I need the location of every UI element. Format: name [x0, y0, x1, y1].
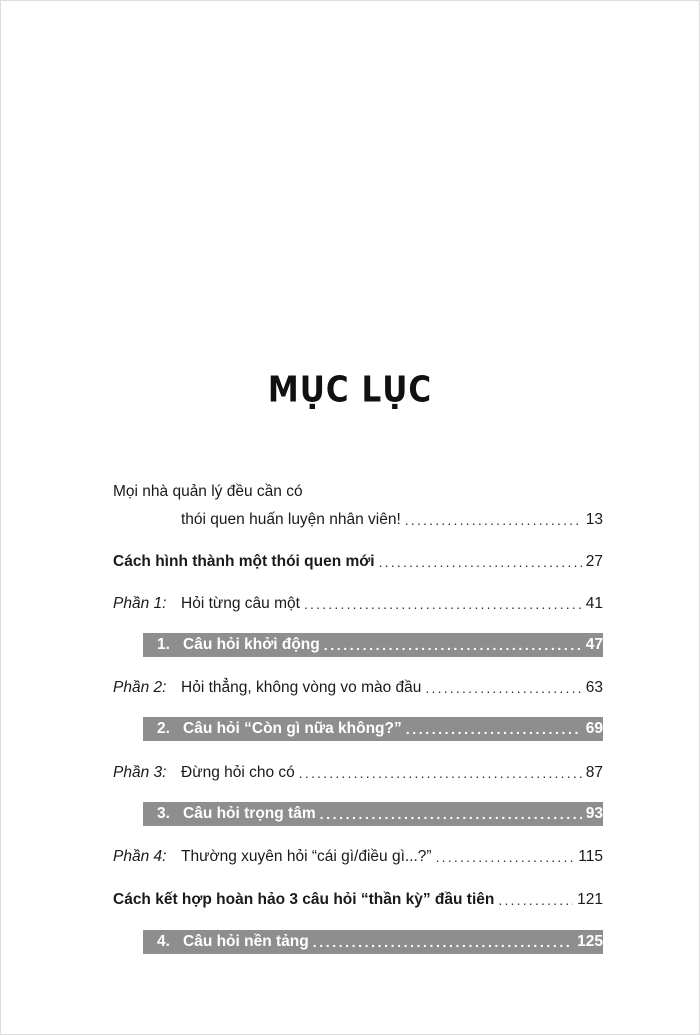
toc-entry-question [143, 802, 603, 826]
leader-dots [324, 635, 582, 655]
leader-dots [436, 847, 575, 867]
toc-part-label: Phần 1: [113, 595, 167, 612]
toc-entry-label: Đừng hỏi cho có [181, 764, 295, 781]
toc-page-number: 63 [585, 679, 603, 696]
toc-page-number: 125 [577, 933, 603, 950]
toc-entry-question [143, 930, 603, 954]
leader-dots [299, 763, 582, 783]
toc-page-number: 41 [585, 595, 603, 612]
toc-question-number: 4. [157, 933, 170, 950]
toc-entry-section [113, 886, 603, 910]
toc-entry-section [113, 548, 603, 572]
toc-entry-label: thói quen huấn luyện nhân viên! [181, 511, 401, 528]
toc-page-number: 47 [585, 636, 603, 653]
toc-page-number: 27 [585, 553, 603, 570]
toc-entry-label: Thường xuyên hỏi “cái gì/điều gì...?” [181, 848, 432, 865]
toc-entry-label: Hỏi thẳng, không vòng vo mào đầu [181, 679, 422, 696]
toc-entry-part [113, 590, 603, 614]
toc-part-label: Phần 3: [113, 764, 167, 781]
toc-part-label: Phần 4: [113, 848, 167, 865]
leader-dots [313, 932, 573, 952]
toc-page-number: 93 [585, 805, 603, 822]
toc-entry-part [113, 759, 603, 783]
toc-page-number: 115 [578, 848, 603, 865]
toc-entry-label: Câu hỏi nền tảng [183, 933, 309, 950]
toc-entry-label: Cách hình thành một thói quen mới [113, 553, 375, 570]
toc-page-number: 69 [585, 720, 603, 737]
toc-entry-part [113, 843, 603, 867]
toc-entry-label: Câu hỏi “Còn gì nữa không?” [183, 720, 402, 737]
leader-dots [425, 678, 581, 698]
toc-entry-label: Cách kết hợp hoàn hảo 3 câu hỏi “thần kỳ” đầu tiên [113, 891, 495, 908]
leader-dots [405, 510, 582, 530]
page-title: MỤC LỤC [267, 369, 433, 411]
toc-page-number: 13 [585, 511, 603, 528]
leader-dots [304, 594, 582, 614]
toc-page-number: 121 [577, 891, 603, 908]
leader-dots [498, 890, 573, 910]
toc-part-label: Phần 2: [113, 679, 167, 696]
toc-question-number: 1. [157, 636, 170, 653]
toc-page-number: 87 [585, 764, 603, 781]
toc-entry-part [113, 674, 603, 698]
toc-question-number: 3. [157, 805, 170, 822]
toc-entry-intro-line1: Mọi nhà quản lý đều cần có [113, 483, 303, 500]
toc-entry-intro [113, 506, 603, 530]
toc-entry-label: Câu hỏi khởi động [183, 636, 320, 653]
toc-entry-label: Hỏi từng câu một [181, 595, 300, 612]
toc-entry-question [143, 717, 603, 741]
toc-entry-label: Câu hỏi trọng tâm [183, 805, 316, 822]
toc-entry-question [143, 633, 603, 657]
leader-dots [379, 552, 582, 572]
leader-dots [320, 804, 582, 824]
leader-dots [406, 719, 582, 739]
toc-question-number: 2. [157, 720, 170, 737]
